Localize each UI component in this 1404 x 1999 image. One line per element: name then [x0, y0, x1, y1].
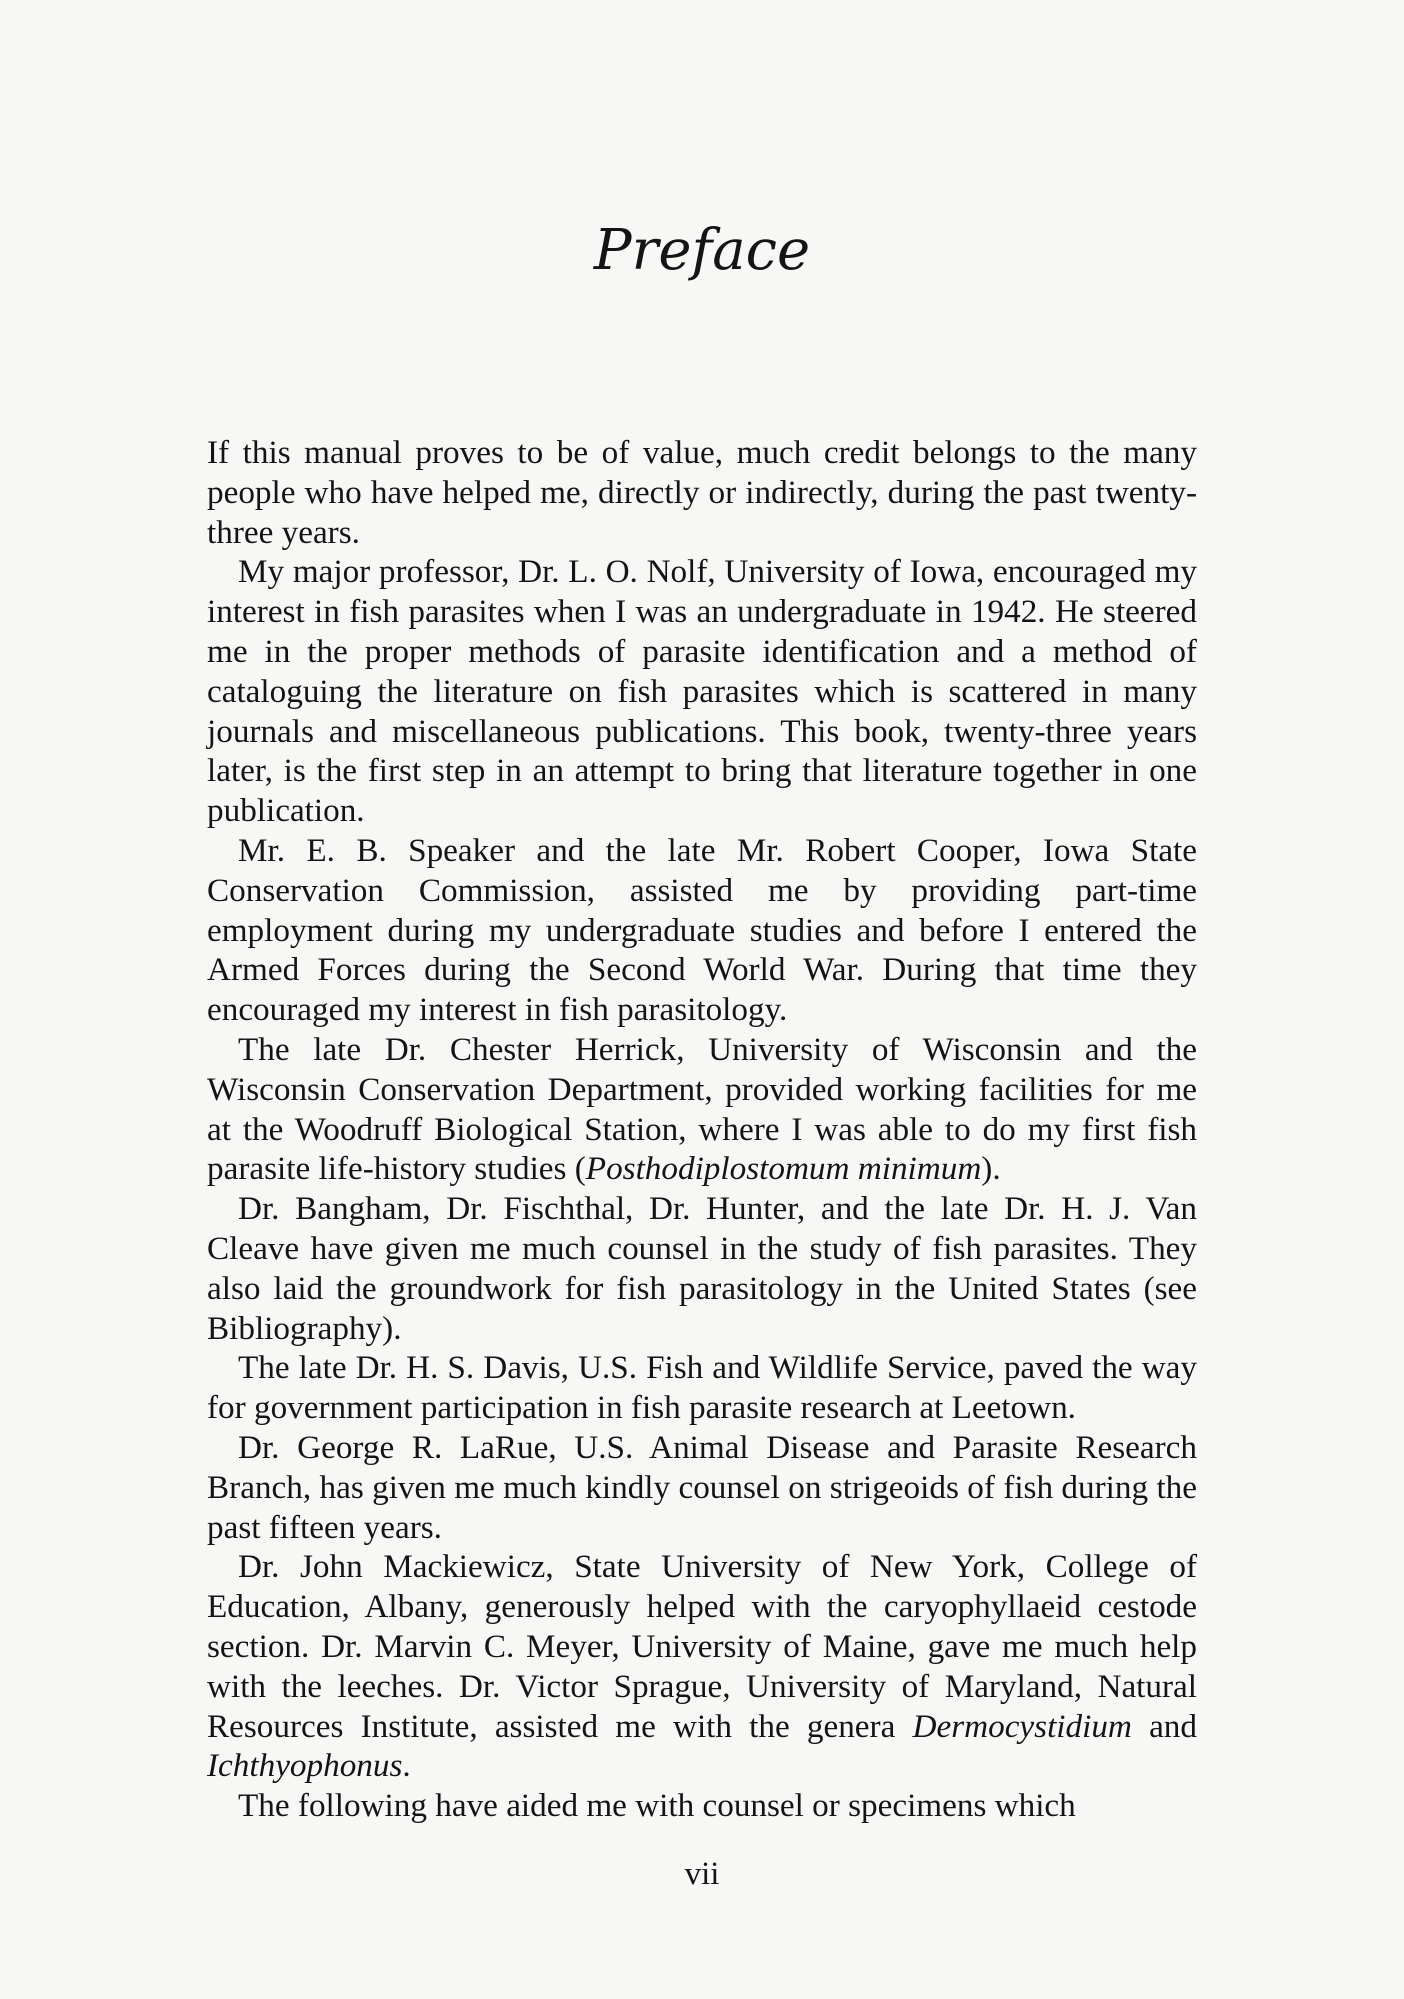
genus-name-1: Dermocystidium	[912, 1707, 1132, 1745]
paragraph-1: If this manual proves to be of value, much credit belongs to the many people who have helped me, directly or indirectly, during the past twenty-three years.	[207, 434, 1197, 551]
page-title: Preface	[593, 218, 811, 283]
paragraph-8	[207, 1547, 1197, 1786]
paragraph-3: Mr. E. B. Speaker and the late Mr. Robert Cooper, Iowa State Conservation Commission, assisted me by providing part-time employment during my undergraduate studies and before I entered the Armed Forces during the Second World War. During that time they encouraged my interest in fish parasitology.	[207, 831, 1197, 1029]
paragraph-4-end: ).	[981, 1150, 1001, 1188]
paragraph-6: The late Dr. H. S. Davis, U.S. Fish and Wildlife Service, paved the way for government participation in fish parasite research at Leetown.	[207, 1349, 1197, 1427]
paragraph-8-text: Dr. John Mackiewicz, State University of New York, College of Education, Albany, generously helped with the caryophyllaeid cestode section. Dr. Marvin C. Meyer, University of Maine, gave me much help with the leeches. Dr. Victor Sprague, University of Maryland, Natural Resources Institute, assisted me with the genera	[207, 1548, 1197, 1745]
species-name: Posthodiplostomum minimum	[585, 1150, 982, 1188]
preface-body	[207, 433, 1197, 1826]
paragraph-8-end: .	[402, 1747, 411, 1785]
paragraph-7: Dr. George R. LaRue, U.S. Animal Disease and Parasite Research Branch, has given me much kindly counsel on strigeoids of fish during the past fifteen years.	[207, 1428, 1197, 1546]
paragraph-2: My major professor, Dr. L. O. Nolf, University of Iowa, encouraged my interest in fish parasites when I was an undergraduate in 1942. He steered me in the proper methods of parasite identification and a method of cataloguing the literature on fish parasites which is scattered in many journals and miscellaneous publications. This book, twenty-three years later, is the first step in an attempt to bring that literature together in one publication.	[207, 553, 1197, 830]
genus-name-2: Ichthyophonus	[207, 1747, 403, 1785]
paragraph-5: Dr. Bangham, Dr. Fischthal, Dr. Hunter, and the late Dr. H. J. Van Cleave have given me much counsel in the study of fish parasites. They also laid the groundwork for fish parasitology in the United States (see Bibliography).	[207, 1190, 1197, 1347]
paragraph-4-text: The late Dr. Chester Herrick, University of Wisconsin and the Wisconsin Conservation Department, provided working facilities for me at the Woodruff Biological Station, where I was able to do my first fish parasite life-history studies (	[207, 1030, 1197, 1188]
paragraph-9: The following have aided me with counsel or specimens which	[238, 1787, 1076, 1825]
paragraph-4	[207, 1030, 1197, 1189]
paragraph-8-conjunction: and	[1131, 1707, 1197, 1745]
page-number: vii	[684, 1856, 720, 1892]
